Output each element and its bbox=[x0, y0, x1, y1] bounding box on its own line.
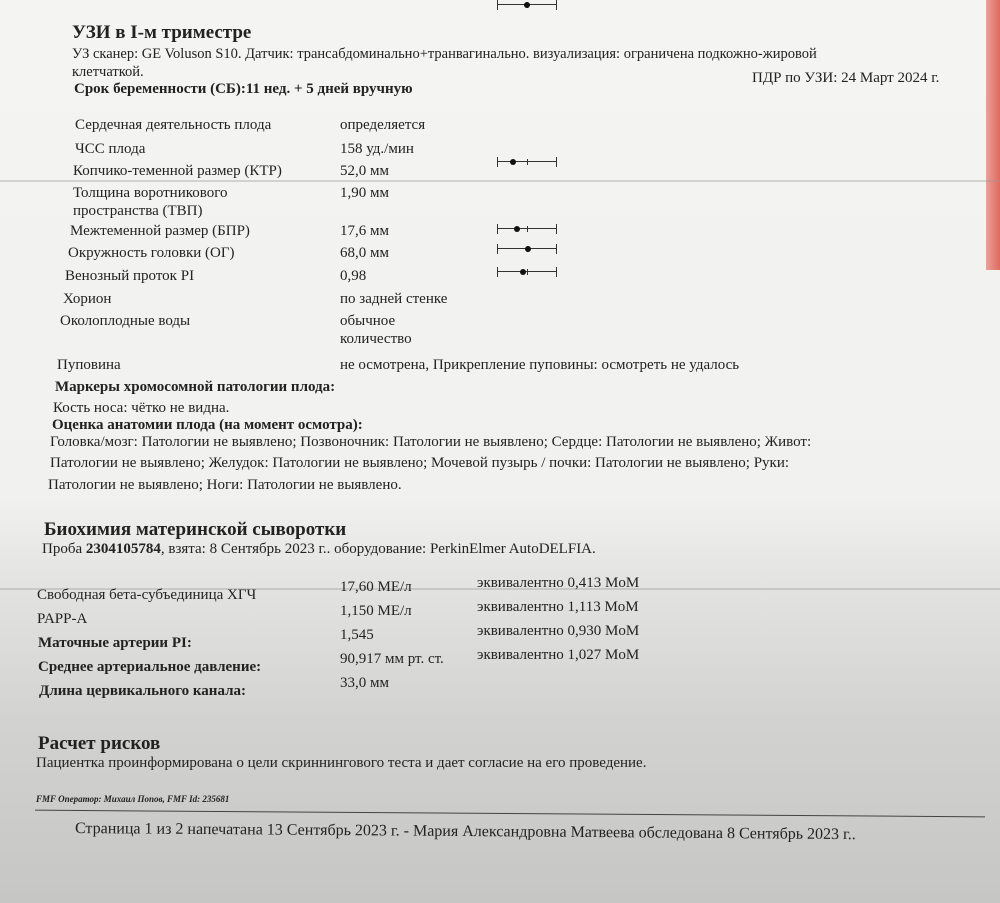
percentile-scale bbox=[497, 267, 557, 277]
bio-row-mom: эквивалентно 0,930 MoM bbox=[477, 623, 640, 639]
us-row-label: Пуповина bbox=[57, 357, 121, 373]
us-row-label: Околоплодные воды bbox=[60, 313, 191, 329]
us-row-value: 1,90 мм bbox=[340, 185, 389, 201]
percentile-dot bbox=[514, 226, 520, 232]
sample-prefix: Проба bbox=[42, 541, 86, 557]
ultrasound-title: УЗИ в I-м триместре bbox=[72, 22, 252, 43]
us-row-value: 158 уд./мин bbox=[340, 141, 414, 157]
us-row-value-cont: количество bbox=[340, 331, 412, 347]
footer-divider bbox=[35, 810, 985, 818]
percentile-dot bbox=[525, 246, 531, 252]
page-line: Страница 1 из 2 напечатана 13 Сентябрь 2023 г. - Мария Александровна Матвеева обследована 8 Сентябрь 2023 г.. bbox=[74, 820, 856, 844]
us-row-label: Окружность головки (ОГ) bbox=[68, 245, 235, 261]
risk-title: Расчет рисков bbox=[38, 733, 161, 754]
us-row-value: 0,98 bbox=[340, 268, 367, 284]
bio-row-mom: эквивалентно 1,113 MoM bbox=[477, 599, 639, 615]
sample-line bbox=[42, 541, 596, 558]
percentile-dot bbox=[510, 159, 516, 165]
percentile-scale bbox=[497, 157, 557, 167]
bio-row-label: PAPP-A bbox=[37, 611, 88, 627]
bio-row-label: Среднее артериальное давление: bbox=[38, 659, 262, 675]
bio-row-mom: эквивалентно 1,027 MoM bbox=[477, 647, 640, 663]
bio-row-value: 17,60 МЕ/л bbox=[340, 579, 412, 595]
bio-row-value: 1,545 bbox=[340, 627, 374, 643]
bio-row-value: 90,917 мм рт. ст. bbox=[340, 651, 444, 667]
anatomy-line: Головка/мозг: Патологии не выявлено; Позвоночник: Патологии не выявлено; Сердце: Патологии не выявлено; Живот: bbox=[50, 434, 812, 450]
bio-row-label: Маточные артерии PI: bbox=[38, 635, 192, 651]
anatomy-title: Оценка анатомии плода (на момент осмотра): bbox=[52, 417, 363, 433]
anatomy-line: Патологии не выявлено; Ноги: Патологии не выявлено. bbox=[48, 477, 402, 493]
risk-text: Пациентка проинформирована о цели скриннингового теста и дает согласие на его проведение. bbox=[36, 755, 647, 771]
bio-row-value: 33,0 мм bbox=[340, 675, 389, 691]
us-row-value: 17,6 мм bbox=[340, 223, 389, 239]
us-row-value: не осмотрена, Прикрепление пуповины: осмотреть не удалось bbox=[340, 357, 740, 373]
scanner-line: УЗ сканер: GE Voluson S10. Датчик: трансабдоминально+транвагинально. визуализация: ограничена подкожно-жировой bbox=[72, 46, 817, 62]
bio-row-label: Длина цервикального канала: bbox=[39, 683, 246, 699]
us-row-label: ЧСС плода bbox=[75, 141, 146, 157]
term-value: 11 нед. + 5 дней вручную bbox=[245, 81, 413, 97]
scanner-line-cont: клетчаткой. bbox=[72, 64, 144, 80]
pregnancy-term bbox=[74, 81, 413, 98]
anatomy-line: Патологии не выявлено; Желудок: Патологии не выявлено; Мочевой пузырь / почки: Патологии не выявлено; Руки: bbox=[50, 455, 790, 471]
operator-line: FMF Оператор: Михаил Попов, FMF Id: 235681 bbox=[36, 794, 230, 804]
biochem-title: Биохимия материнской сыворотки bbox=[44, 519, 347, 540]
bio-row-mom: эквивалентно 0,413 MoM bbox=[477, 575, 640, 591]
markers-text: Кость носа: чётко не видна. bbox=[53, 400, 230, 416]
percentile-scale bbox=[497, 244, 557, 254]
background-red-object bbox=[986, 0, 1000, 270]
us-row-label: Сердечная деятельность плода bbox=[75, 117, 272, 133]
percentile-dot bbox=[520, 269, 526, 275]
bio-row-value: 1,150 МЕ/л bbox=[340, 603, 412, 619]
term-label: Срок беременности (СБ): bbox=[74, 81, 246, 97]
percentile-scale bbox=[497, 0, 557, 10]
sample-rest: , взята: 8 Сентябрь 2023 г.. оборудование: PerkinElmer AutoDELFIA. bbox=[160, 541, 596, 557]
pdr: ПДР по УЗИ: 24 Март 2024 г. bbox=[752, 70, 940, 86]
us-row-label-cont: пространства (ТВП) bbox=[73, 203, 203, 219]
percentile-scale bbox=[497, 224, 557, 234]
markers-title: Маркеры хромосомной патологии плода: bbox=[55, 379, 336, 395]
us-row-value: 52,0 мм bbox=[340, 163, 389, 179]
us-row-label: Толщина воротникового bbox=[73, 185, 228, 201]
percentile-dot bbox=[524, 2, 530, 8]
us-row-value: обычное bbox=[340, 313, 396, 329]
us-row-value: по задней стенке bbox=[340, 291, 448, 307]
us-row-label: Хорион bbox=[63, 291, 112, 307]
us-row-label: Венозный проток PI bbox=[65, 268, 195, 284]
us-row-label: Межтеменной размер (БПР) bbox=[70, 223, 250, 239]
sample-id: 2304105784 bbox=[85, 541, 161, 557]
us-row-value: определяется bbox=[340, 117, 426, 133]
us-row-label: Копчико-теменной размер (КТР) bbox=[73, 163, 282, 179]
bio-row-label: Свободная бета-субъединица ХГЧ bbox=[37, 587, 257, 603]
paper-fold bbox=[0, 180, 1000, 182]
us-row-value: 68,0 мм bbox=[340, 245, 389, 261]
